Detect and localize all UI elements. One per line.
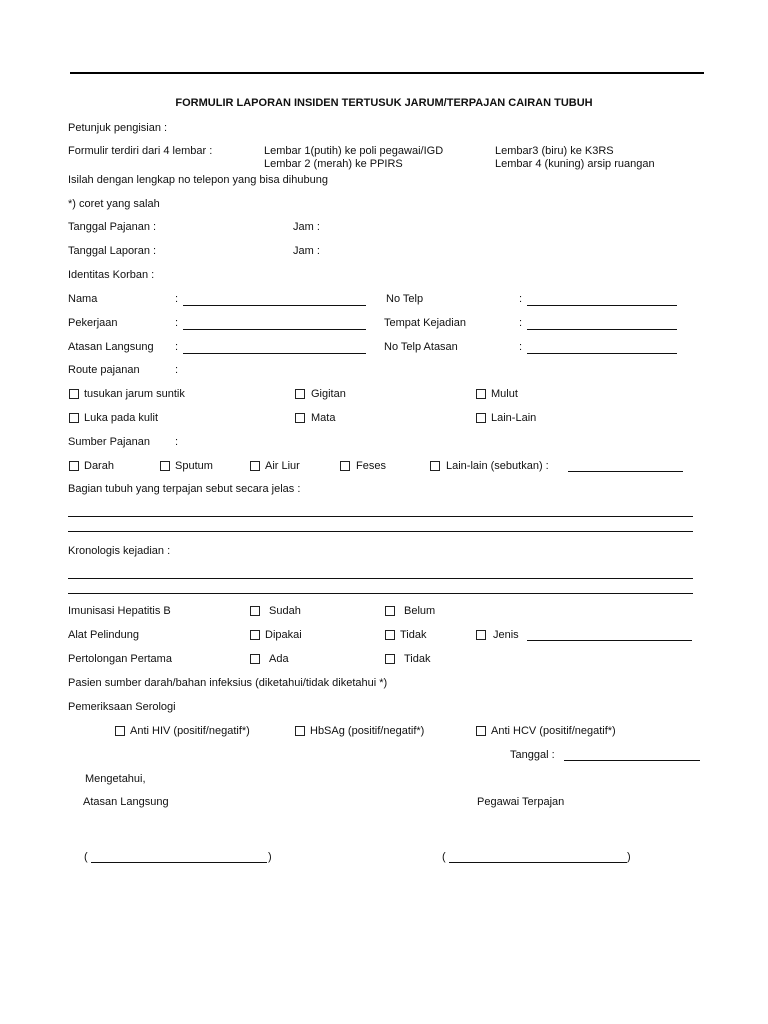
chronology-line-2[interactable] [68, 593, 693, 594]
employee-sign-label: Pegawai Terpajan [477, 796, 565, 808]
source-other-blank[interactable] [568, 471, 683, 472]
protection-type-checkbox[interactable] [476, 630, 486, 640]
source-other-label: Lain-lain (sebutkan) : [446, 460, 549, 472]
place-label: Tempat Kejadian [384, 317, 466, 329]
route-skin-label: Luka pada kulit [84, 412, 158, 424]
supervisor-phone-label: No Telp Atasan [384, 341, 458, 353]
supervisor-colon: : [175, 341, 179, 353]
route-needle-label: tusukan jarum suntik [84, 388, 185, 400]
name-label: Nama [68, 293, 98, 305]
route-other-checkbox[interactable] [476, 413, 486, 423]
first-aid-label: Pertolongan Pertama [68, 653, 172, 665]
route-other-label: Lain-Lain [491, 412, 537, 424]
first-aid-no-label: Tidak [404, 653, 431, 665]
protection-no-label: Tidak [400, 629, 427, 641]
route-bite-label: Gigitan [311, 388, 346, 400]
first-aid-no-checkbox[interactable] [385, 654, 395, 664]
route-eye-label: Mata [311, 412, 336, 424]
hepatitis-yes-label: Sudah [269, 605, 301, 617]
name-blank[interactable] [183, 305, 366, 306]
route-mouth-label: Mulut [491, 388, 518, 400]
source-sputum-checkbox[interactable] [160, 461, 170, 471]
signature-date-label: Tanggal : [510, 749, 555, 761]
protection-type-label: Jenis [493, 629, 519, 641]
body-part-label: Bagian tubuh yang terpajan sebut secara jelas : [68, 483, 301, 495]
serology-hbsag-checkbox[interactable] [295, 726, 305, 736]
serology-hcv-label: Anti HCV (positif/negatif*) [491, 725, 616, 737]
serology-heading: Pemeriksaan Serologi [68, 701, 176, 713]
route-skin-checkbox[interactable] [69, 413, 79, 423]
job-colon: : [175, 317, 179, 329]
sheet1-text: Lembar 1(putih) ke poli pegawai/IGD [264, 145, 444, 157]
supervisor-sign-blank[interactable] [91, 862, 267, 863]
source-other-checkbox[interactable] [430, 461, 440, 471]
victim-heading: Identitas Korban : [68, 269, 155, 281]
phone-blank[interactable] [527, 305, 677, 306]
route-needle-checkbox[interactable] [69, 389, 79, 399]
supervisor-paren-open: ( [84, 851, 88, 863]
supervisor-phone-colon: : [519, 341, 523, 353]
name-colon: : [175, 293, 179, 305]
hepatitis-no-label: Belum [404, 605, 436, 617]
employee-paren-close: ) [627, 851, 631, 863]
route-colon: : [175, 364, 179, 376]
exposure-date-label: Tanggal Pajanan : [68, 221, 157, 233]
supervisor-label: Atasan Langsung [68, 341, 154, 353]
exposure-time-label: Jam : [293, 221, 320, 233]
route-bite-checkbox[interactable] [295, 389, 305, 399]
hepatitis-no-checkbox[interactable] [385, 606, 395, 616]
hepatitis-label: Imunisasi Hepatitis B [68, 605, 171, 617]
serology-hbsag-label: HbSAg (positif/negatif*) [310, 725, 425, 737]
protection-used-checkbox[interactable] [250, 630, 260, 640]
source-saliva-label: Air Liur [265, 460, 300, 472]
place-blank[interactable] [527, 329, 677, 330]
route-heading: Route pajanan [68, 364, 140, 376]
source-feces-checkbox[interactable] [340, 461, 350, 471]
first-aid-yes-label: Ada [269, 653, 289, 665]
source-feces-label: Feses [356, 460, 386, 472]
chronology-label: Kronologis kejadian : [68, 545, 171, 557]
source-blood-checkbox[interactable] [69, 461, 79, 471]
protection-type-blank[interactable] [527, 640, 692, 641]
top-rule [70, 72, 704, 74]
route-mouth-checkbox[interactable] [476, 389, 486, 399]
report-time-label: Jam : [293, 245, 320, 257]
source-heading: Sumber Pajanan [68, 436, 150, 448]
phone-note: Isilah dengan lengkap no telepon yang bisa dihubung [68, 174, 328, 186]
serology-hcv-checkbox[interactable] [476, 726, 486, 736]
hepatitis-yes-checkbox[interactable] [250, 606, 260, 616]
sheet2-text: Lembar 2 (merah) ke PPIRS [264, 158, 403, 170]
form-title: FORMULIR LAPORAN INSIDEN TERTUSUK JARUM/TERPAJAN CAIRAN TUBUH [175, 97, 593, 109]
first-aid-yes-checkbox[interactable] [250, 654, 260, 664]
sheet3-text: Lembar3 (biru) ke K3RS [495, 145, 614, 157]
body-part-line-1[interactable] [68, 516, 693, 517]
serology-hiv-checkbox[interactable] [115, 726, 125, 736]
source-colon: : [175, 436, 179, 448]
source-sputum-label: Sputum [175, 460, 213, 472]
supervisor-blank[interactable] [183, 353, 366, 354]
source-patient-note: Pasien sumber darah/bahan infeksius (diketahui/tidak diketahui *) [68, 677, 388, 689]
report-date-label: Tanggal Laporan : [68, 245, 157, 257]
source-blood-label: Darah [84, 460, 114, 472]
chronology-line-1[interactable] [68, 578, 693, 579]
signature-date-blank[interactable] [564, 760, 700, 761]
source-saliva-checkbox[interactable] [250, 461, 260, 471]
serology-hiv-label: Anti HIV (positif/negatif*) [130, 725, 250, 737]
supervisor-sign-label: Atasan Langsung [83, 796, 169, 808]
sheet4-text: Lembar 4 (kuning) arsip ruangan [495, 158, 655, 170]
protection-label: Alat Pelindung [68, 629, 139, 641]
protection-no-checkbox[interactable] [385, 630, 395, 640]
route-eye-checkbox[interactable] [295, 413, 305, 423]
protection-used-label: Dipakai [265, 629, 302, 641]
job-blank[interactable] [183, 329, 366, 330]
supervisor-phone-blank[interactable] [527, 353, 677, 354]
place-colon: : [519, 317, 523, 329]
employee-paren-open: ( [442, 851, 446, 863]
job-label: Pekerjaan [68, 317, 118, 329]
strike-note: *) coret yang salah [68, 198, 160, 210]
body-part-line-2[interactable] [68, 531, 693, 532]
employee-sign-blank[interactable] [449, 862, 627, 863]
phone-label: No Telp [386, 293, 424, 305]
sheets-intro: Formulir terdiri dari 4 lembar : [68, 145, 213, 157]
supervisor-paren-close: ) [268, 851, 272, 863]
acknowledged-label: Mengetahui, [85, 773, 146, 785]
instructions-heading: Petunjuk pengisian : [68, 122, 168, 134]
phone-colon: : [519, 293, 523, 305]
